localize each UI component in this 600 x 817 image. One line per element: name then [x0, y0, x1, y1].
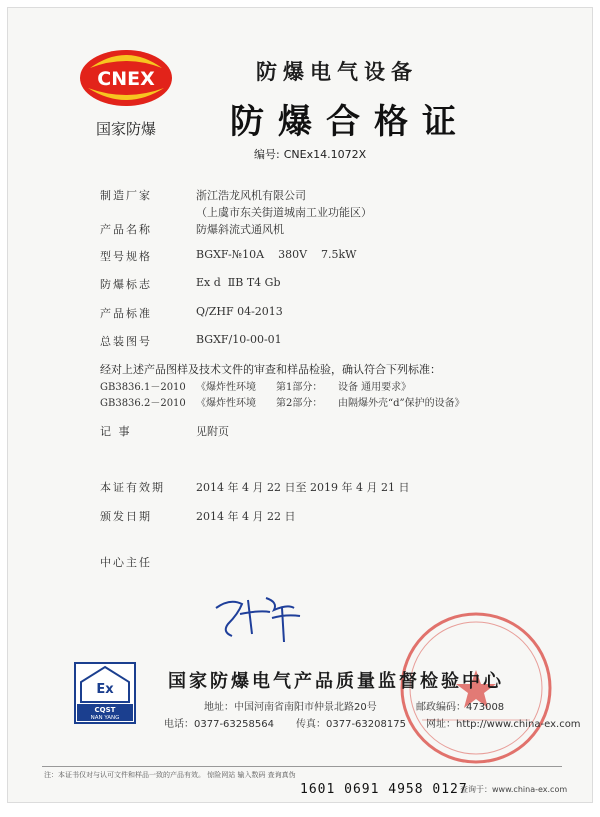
- org-phone: [164, 715, 274, 730]
- field-value: 2014 年 4 月 22 日至 2019 年 4 月 21 日: [196, 481, 410, 494]
- ex-logo-text: Ex: [96, 682, 114, 697]
- org-website: [426, 715, 581, 730]
- postcode-value: 473008: [466, 702, 505, 713]
- query-website: 查询于：www.china-ex.com: [460, 785, 568, 794]
- field-label: 中心主任: [100, 556, 152, 569]
- issuing-organization: 国家防爆电气产品质量监督检验中心: [168, 671, 504, 692]
- field-manufacturer-address: [100, 204, 372, 219]
- field-label: 产品名称: [100, 223, 152, 236]
- field-issue-date: [100, 508, 296, 524]
- field-ex-marking: [100, 276, 281, 292]
- standard-desc: 设备 通用要求》: [338, 382, 412, 393]
- cert-no-label: 编号:: [254, 148, 280, 161]
- field-label: 总装图号: [100, 335, 152, 348]
- field-label: 产品标准: [100, 307, 152, 320]
- field-value: BGXF/10-00-01: [196, 333, 282, 346]
- website-value: http://www.china-ex.com: [456, 719, 581, 730]
- field-model: [100, 248, 357, 264]
- field-product-standard: [100, 305, 283, 321]
- field-label: 颁发日期: [100, 510, 152, 523]
- field-manufacturer: [100, 187, 306, 203]
- field-label: 防爆标志: [100, 278, 152, 291]
- phone-value: 0377-63258564: [194, 719, 274, 730]
- field-label: 记 事: [100, 425, 132, 438]
- phone-label: 电话：: [164, 719, 194, 730]
- org-postcode: [416, 698, 504, 713]
- field-label: 本证有效期: [100, 481, 165, 494]
- standard-desc: 由隔爆外壳“d”保护的设备》: [338, 398, 465, 409]
- logo-label: 国家防爆: [95, 120, 156, 138]
- field-product-name: [100, 221, 284, 237]
- director-signature: [208, 590, 318, 646]
- standard-part: 第2部分：: [276, 398, 323, 409]
- field-validity: [100, 479, 410, 495]
- field-label: 制造厂家: [100, 189, 152, 202]
- field-value: 防爆斜流式通风机: [196, 223, 284, 236]
- standard-part: 第1部分：: [276, 382, 323, 393]
- field-assembly-drawing: [100, 333, 282, 349]
- standard-code: GB3836.1－2010: [100, 382, 186, 393]
- field-value: （上虞市东关街道城南工业功能区）: [196, 206, 372, 219]
- field-value: 见附页: [196, 425, 229, 438]
- serial-number: 1601 0691 4958 0127: [300, 782, 468, 797]
- standard-code: GB3836.2－2010: [100, 398, 186, 409]
- compliance-statement: 经对上述产品图样及技术文件的审查和样品检验，确认符合下列标准：: [100, 363, 441, 376]
- postcode-label: 邮政编码：: [416, 702, 466, 713]
- fax-label: 传真：: [296, 719, 326, 730]
- certificate-page: [7, 7, 593, 803]
- ex-logo-cqst: CQST: [94, 706, 116, 714]
- standard-name: 《爆炸性环境: [196, 382, 256, 393]
- website-label: 网址：: [426, 719, 456, 730]
- cert-no-value: CNEx14.1072X: [283, 148, 367, 161]
- field-value: 浙江浩龙风机有限公司: [196, 189, 306, 202]
- page-title: 防爆合格证: [230, 102, 470, 142]
- field-value: 2014 年 4 月 22 日: [196, 510, 296, 523]
- category-title: 防爆电气设备: [256, 60, 418, 84]
- logo-text: CNEX: [97, 68, 155, 90]
- org-address: [204, 698, 377, 713]
- field-label: 型号规格: [100, 250, 152, 263]
- fax-value: 0377-63208175: [326, 719, 406, 730]
- ex-cqst-logo: [74, 662, 136, 724]
- certificate-number: [254, 146, 366, 162]
- field-director: [100, 554, 192, 570]
- address-value: 中国河南省南阳市仲景北路20号: [234, 702, 377, 713]
- standard-name: 《爆炸性环境: [196, 398, 256, 409]
- footer-divider: [42, 766, 562, 767]
- field-value: Ex d ⅡB T4 Gb: [196, 276, 281, 289]
- org-fax: [296, 715, 406, 730]
- address-label: 地址：: [204, 702, 234, 713]
- ex-logo-city: NAN YANG: [90, 715, 120, 721]
- field-value: Q/ZHF 04-2013: [196, 305, 283, 318]
- footnote: 注：本证书仅对与认可文件和样品一致的产品有效。 惊险网站 输入数码 查询真伪: [44, 771, 296, 779]
- field-value: BGXF-№10A 380V 7.5kW: [196, 248, 357, 261]
- field-notes: [100, 423, 229, 439]
